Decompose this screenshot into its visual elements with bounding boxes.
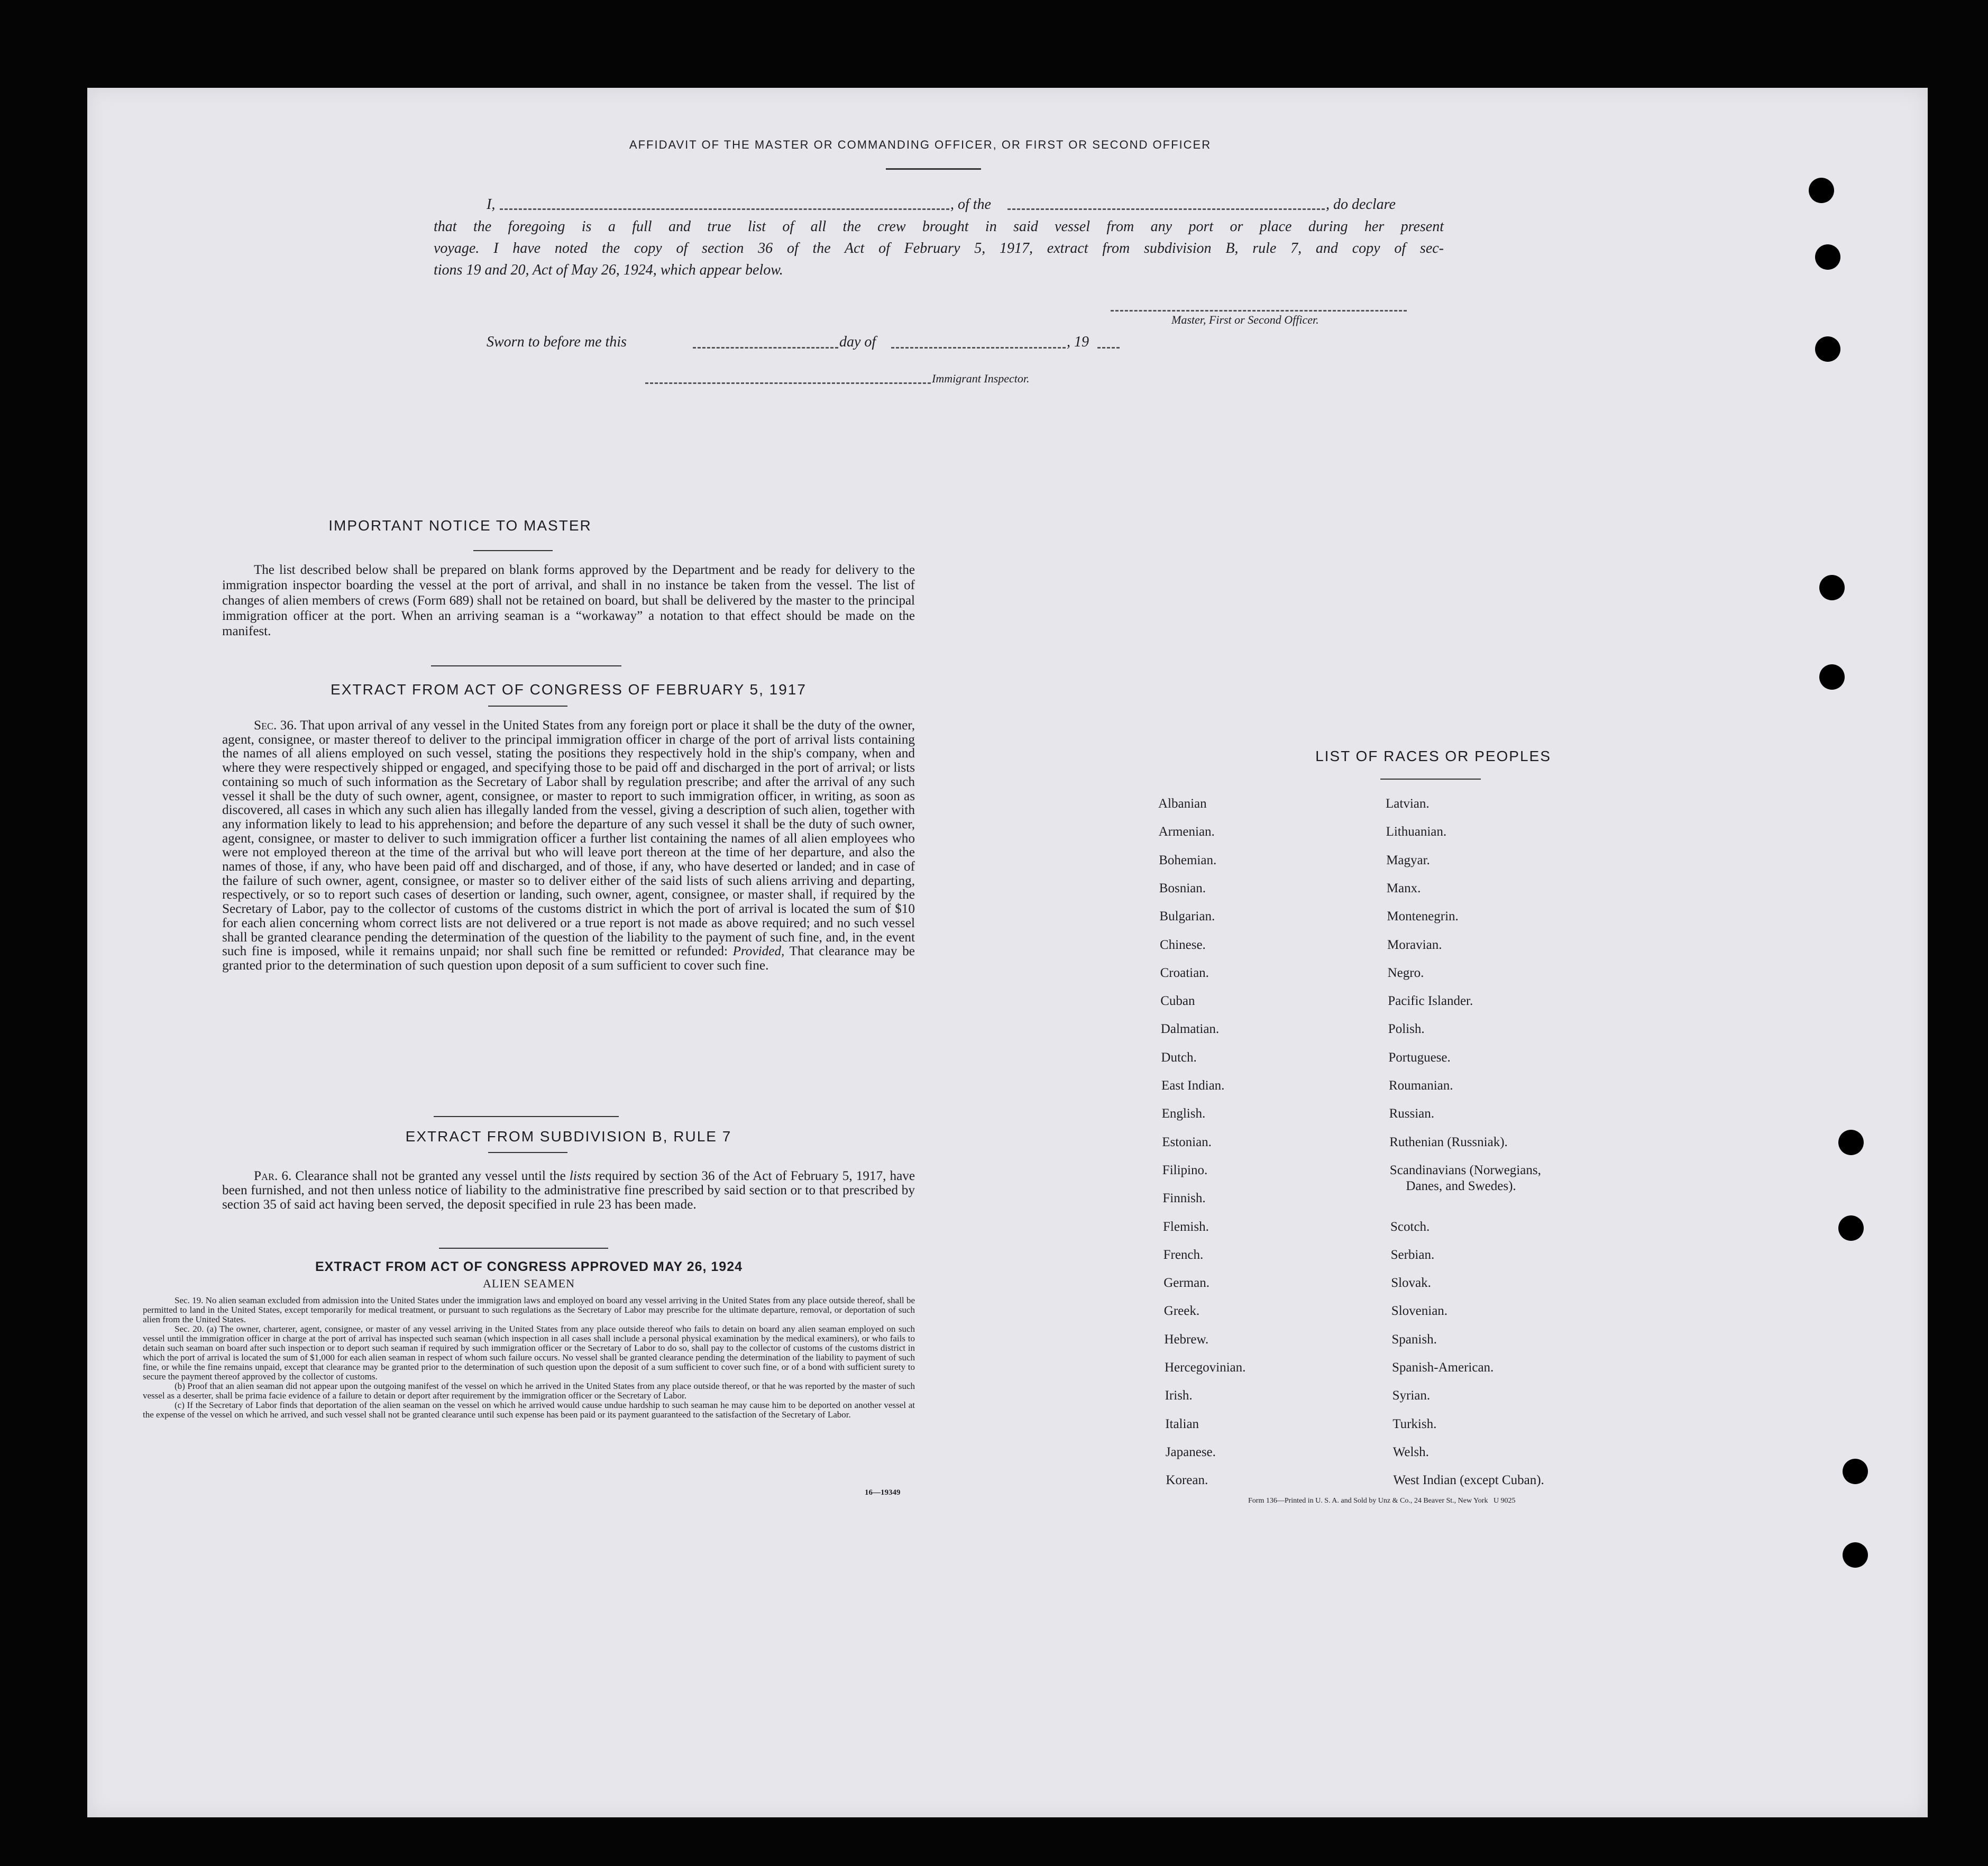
month-blank bbox=[891, 347, 1066, 349]
par-6-text-b: required by section 36 of the Act of February 5, 1917, have been furnished, and not then unless notice of liability to the administrative fine prescribed by said section or to that prescribed by section 35 of said act having been served, the deposit specified in rule 23 has been made. bbox=[222, 1169, 915, 1212]
form-code: 16—19349 bbox=[865, 1488, 901, 1497]
lists-word: lists bbox=[569, 1169, 591, 1183]
race-right-item: Spanish-American. bbox=[1392, 1360, 1494, 1375]
races-title: LIST OF RACES OR PEOPLES bbox=[1315, 748, 1551, 764]
sec-36-label: Sec. 36. bbox=[254, 718, 297, 733]
sec-20a: Sec. 20. (a) The owner, charterer, agent, consignee, or master of any vessel arriving in the United States from any place outside thereof who fails to detain on board any alien seaman employed on such vessel until the immigration officer in charge at the port of arrival has inspected such seaman (which inspection in all cases shall include a personal physical examination by the medical examiners), or who fails to detain such seaman on board after such inspection or to deport such seaman if required by such immigration officer or the Secretary of Labor to do so, shall pay to the collector of customs of the customs district in which the port of arrival is located the sum of $1,000 for each alien seaman in respect of whom such failure occurs. No vessel shall be granted clearance pending the determination of the liability to payment of such fine, or while the fine remains unpaid, except that clearance may be granted prior to the determination of such question upon the deposit of a sum sufficient to cover such fine, or of a bond with sufficient surety to secure the payment thereof approved by the collector of customs. bbox=[143, 1324, 915, 1382]
binder-hole bbox=[1838, 1130, 1864, 1155]
sec-19: Sec. 19. No alien seaman excluded from admission into the United States under the immigration laws and employed on board any vessel arriving in the United States from any place outside thereof, shall be permitted to land in the United States, except temporarily for medical treatment, or pursuant to such regulations as the Secretary of Labor may prescribe for the ultimate departure, removal, or deportation of such alien from the United States. bbox=[143, 1295, 915, 1324]
race-left-item: Dutch. bbox=[1161, 1050, 1197, 1065]
i-label: I, bbox=[487, 196, 496, 213]
race-right-item: Negro. bbox=[1387, 965, 1424, 980]
act1917-body bbox=[222, 719, 915, 973]
race-right-item: Scotch. bbox=[1390, 1219, 1430, 1234]
act1924-title: EXTRACT FROM ACT OF CONGRESS APPROVED MAY 26, 1924 bbox=[315, 1259, 743, 1274]
provided-word: Provided, bbox=[732, 944, 785, 959]
race-right-item: West Indian (except Cuban). bbox=[1393, 1473, 1544, 1488]
race-right-item: Scandinavians (Norwegians, bbox=[1389, 1163, 1541, 1177]
race-right-item: Russian. bbox=[1389, 1106, 1435, 1121]
binder-hole bbox=[1809, 178, 1834, 203]
act1917-title: EXTRACT FROM ACT OF CONGRESS OF FEBRUARY 5, 1917 bbox=[331, 681, 807, 698]
race-left-item: Cuban bbox=[1160, 994, 1195, 1009]
inspector-line bbox=[645, 382, 931, 384]
sec-36-text: That upon arrival of any vessel in the United States from any foreign port or place it shall be the duty of the owner, agent, consignee, or master thereof to deliver to the principal immigration officer in charge of the port of arrival lists containing the names of all aliens employed on such vessel, stating the positions they respectively hold in the ship's company, when and where they were respectively shipped or engaged, and specifying those to be paid off and discharged in the port of arrival; or lists containing so much of such information as the Secretary of Labor shall by regulation prescribe; and after the arrival of any such vessel it shall be the duty of such owner, agent, consignee, or master to report to such immigration officer, in writing, as soon as discovered, all cases in which any such alien has illegally landed from the vessel, giving a description of such alien, together with any information likely to lead to his apprehension; and before the departure of any such vessel it shall be the duty of such owner, agent, consignee, or master to deliver to such immigration officer a further list containing the names of all alien employees who were not employed thereon at the time of the arrival but who will leave port thereon at the time of her departure, and also the names of those, if any, who have been paid off and discharged, and of those, if any, who have deserted or landed; and in case of the failure of such owner, agent, consignee, or master so to deliver either of the said lists of such aliens arriving and departing, respectively, or so to report such cases of desertion or landing, such owner, agent, consignee, or master shall, if required by the Secretary of Labor, pay to the collector of customs of the customs district in which the port of arrival is located the sum of $10 for each alien concerning whom correct lists are not delivered or a true report is not made as above required; and no such vessel shall be granted clearance pending the determination of the question of the liability to the payment of such fine, and, in the event such fine is imposed, while it remains unpaid; nor shall such fine be remitted or refunded: bbox=[222, 718, 915, 959]
race-left-item: Hercegovinian. bbox=[1165, 1360, 1246, 1375]
vessel-blank bbox=[1007, 208, 1325, 210]
binder-hole bbox=[1843, 1459, 1868, 1484]
sec-36-end: That clearance may be granted prior to the determination of such question upon deposit of a sum sufficient to cover such fine. bbox=[222, 944, 915, 973]
race-left-item: Finnish. bbox=[1162, 1191, 1206, 1206]
race-left-item: German. bbox=[1164, 1276, 1210, 1291]
title-rule bbox=[886, 168, 981, 170]
race-right-item: Manx. bbox=[1386, 881, 1421, 895]
race-left-item: English. bbox=[1161, 1106, 1206, 1121]
year-blank bbox=[1097, 347, 1120, 349]
notice-rule bbox=[473, 550, 553, 551]
rule7-rule bbox=[488, 1152, 567, 1153]
rule7-end-rule bbox=[439, 1248, 608, 1249]
race-left-item: Croatian. bbox=[1160, 965, 1209, 980]
affidavit-line-2: that the foregoing is a full and true list of all the crew brought in said vessel from any port or place during her present bbox=[434, 218, 1444, 235]
race-right-item: Syrian. bbox=[1392, 1388, 1431, 1403]
race-left-item: Flemish. bbox=[1163, 1219, 1209, 1234]
of-the-label: , of the bbox=[950, 196, 991, 213]
race-left-item: Dalmatian. bbox=[1160, 1022, 1220, 1037]
printer-footer: Form 136—Printed in U. S. A. and Sold by Unz & Co., 24 Beaver St., New York U 9025 bbox=[1248, 1497, 1516, 1505]
race-left-item: Bulgarian. bbox=[1159, 909, 1215, 924]
par-6-label: Par. 6. bbox=[254, 1169, 292, 1183]
race-right-item: Moravian. bbox=[1387, 937, 1442, 952]
race-right-item: Magyar. bbox=[1386, 853, 1430, 867]
binder-hole bbox=[1819, 664, 1845, 690]
act1917-rule bbox=[488, 706, 567, 707]
notice-body: The list described below shall be prepared on blank forms approved by the Department and be ready for delivery to the immigration inspector boarding the vessel at the port of arrival, and shall in no instance be taken from the vessel. The list of changes of alien members of crews (Form 689) shall not be retained on board, but shall be delivered by the master to the principal immigration officer at the port. When an arriving seaman is a “workaway” a notation to that effect should be made on the manifest. bbox=[222, 563, 915, 638]
act1924-subtitle: ALIEN SEAMEN bbox=[483, 1277, 575, 1290]
name-blank bbox=[500, 208, 949, 210]
race-right-item: Montenegrin. bbox=[1387, 909, 1459, 924]
rule7-body bbox=[222, 1169, 915, 1212]
race-left-item: Hebrew. bbox=[1164, 1332, 1209, 1347]
race-left-item: Bosnian. bbox=[1159, 881, 1206, 895]
race-left-item: Albanian bbox=[1158, 797, 1207, 811]
year-label: , 19 bbox=[1067, 334, 1089, 350]
act1917-end-rule bbox=[434, 1116, 619, 1117]
race-left-item: Filipino. bbox=[1162, 1163, 1208, 1177]
race-right-item: Turkish. bbox=[1392, 1416, 1437, 1431]
affidavit-line-4: tions 19 and 20, Act of May 26, 1924, which appear below. bbox=[434, 262, 783, 278]
rule7-title: EXTRACT FROM SUBDIVISION B, RULE 7 bbox=[405, 1128, 732, 1145]
binder-hole bbox=[1815, 244, 1840, 270]
race-right-item: Polish. bbox=[1388, 1022, 1425, 1037]
day-blank bbox=[693, 347, 838, 349]
race-right-item: Lithuanian. bbox=[1386, 825, 1447, 839]
race-left-item: Italian bbox=[1165, 1416, 1199, 1431]
race-left-item: Irish. bbox=[1165, 1388, 1193, 1403]
race-right-item: Slovak. bbox=[1391, 1276, 1431, 1291]
day-of-label: day of bbox=[839, 334, 876, 350]
form-page bbox=[87, 88, 1928, 1817]
sec-20c: (c) If the Secretary of Labor finds that deportation of the alien seaman on the vessel on which he arrived would cause undue hardship to such seaman he may cause him to be deported on another vessel at the expense of the vessel on which he arrived, and such vessel shall not be granted clearance until such expense has been paid or its payment guaranteed to the satisfaction of the Secretary of Labor. bbox=[143, 1400, 915, 1420]
race-left-item: Estonian. bbox=[1162, 1135, 1212, 1149]
race-right-item: Pacific Islander. bbox=[1388, 994, 1473, 1009]
binder-hole bbox=[1843, 1542, 1868, 1568]
race-left-item: Chinese. bbox=[1160, 937, 1206, 952]
race-left-item: Armenian. bbox=[1158, 825, 1215, 839]
races-rule bbox=[1380, 779, 1481, 780]
sec-20b: (b) Proof that an alien seaman did not appear upon the outgoing manifest of the vessel on which he arrived in the United States from any place outside thereof, or that he was reported by the master of such vessel as a deserter, shall be prima facie evidence of a failure to detain or deport after requirement by the immigration officer or the Secretary of Labor. bbox=[143, 1381, 915, 1401]
race-left-item: French. bbox=[1163, 1247, 1204, 1262]
race-right-item: Latvian. bbox=[1386, 797, 1430, 811]
race-left-item: Bohemian. bbox=[1159, 853, 1217, 867]
signature-label: Master, First or Second Officer. bbox=[1171, 313, 1319, 326]
signature-line bbox=[1111, 310, 1407, 312]
binder-hole bbox=[1838, 1215, 1864, 1241]
race-right-item: Ruthenian (Russniak). bbox=[1389, 1135, 1508, 1149]
binder-hole bbox=[1819, 575, 1845, 600]
notice-end-rule bbox=[431, 665, 621, 666]
race-left-item: Greek. bbox=[1164, 1304, 1200, 1319]
race-right-item: Spanish. bbox=[1391, 1332, 1437, 1347]
act1924-body bbox=[143, 1296, 915, 1420]
race-right-item: Slovenian. bbox=[1391, 1304, 1448, 1319]
race-right-item: Serbian. bbox=[1390, 1247, 1435, 1262]
race-left-item: East Indian. bbox=[1161, 1078, 1225, 1093]
affidavit-title: AFFIDAVIT OF THE MASTER OR COMMANDING OFFICER, OR FIRST OR SECOND OFFICER bbox=[629, 138, 1212, 151]
race-right-item: Danes, and Swedes). bbox=[1406, 1178, 1516, 1193]
par-6-text-a: Clearance shall not be granted any vessel until the bbox=[295, 1169, 566, 1183]
affidavit-line-3: voyage. I have noted the copy of section 36 of the Act of February 5, 1917, extract from subdivision B, rule 7, and copy of sec- bbox=[434, 240, 1444, 257]
race-right-item: Portuguese. bbox=[1388, 1050, 1451, 1065]
race-left-item: Japanese. bbox=[1165, 1444, 1216, 1459]
race-left-item: Korean. bbox=[1166, 1473, 1208, 1488]
race-right-item: Welsh. bbox=[1392, 1444, 1429, 1459]
binder-hole bbox=[1815, 336, 1840, 362]
inspector-label: Immigrant Inspector. bbox=[932, 372, 1030, 385]
race-right-item: Roumanian. bbox=[1389, 1078, 1453, 1093]
do-declare-label: , do declare bbox=[1326, 196, 1396, 213]
notice-title: IMPORTANT NOTICE TO MASTER bbox=[328, 517, 592, 534]
sworn-label: Sworn to before me this bbox=[487, 334, 627, 350]
